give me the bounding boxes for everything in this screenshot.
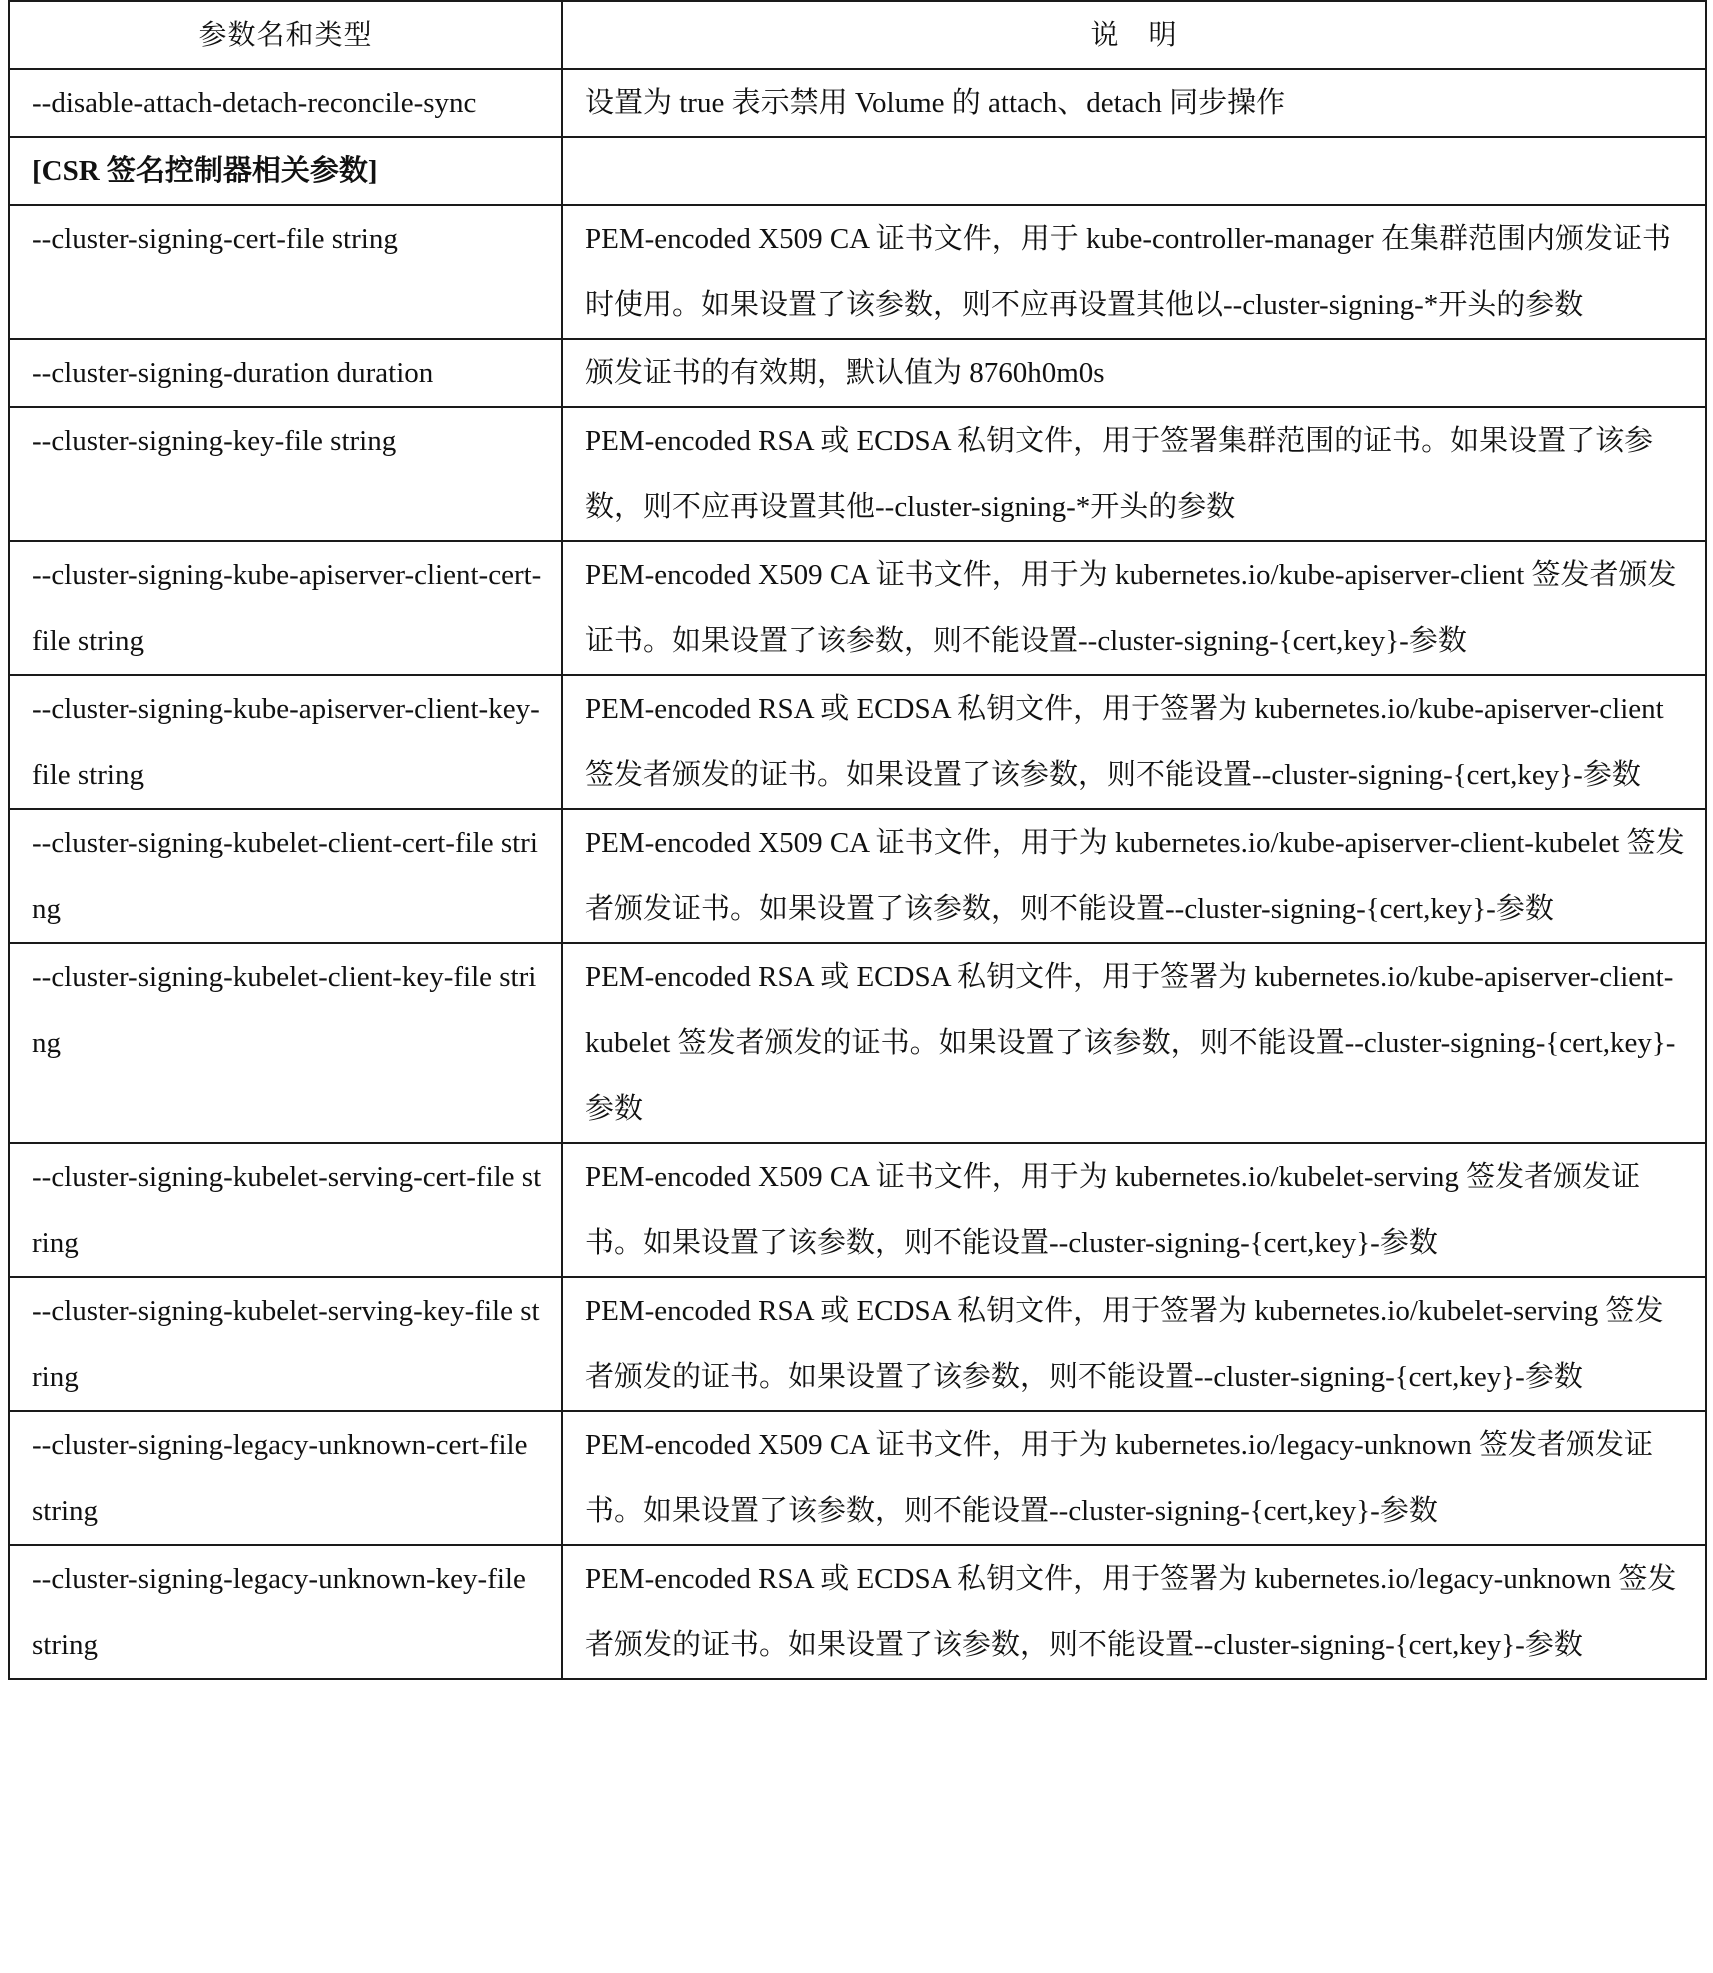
description-cell: PEM-encoded X509 CA 证书文件，用于 kube-controller-manager 在集群范围内颁发证书时使用。如果设置了该参数，则不应再设置其他以--cluster-signing-*开头的参数 [562,205,1706,339]
description-cell [562,137,1706,205]
param-cell: --cluster-signing-legacy-unknown-key-file string [9,1545,562,1679]
param-cell: --cluster-signing-kube-apiserver-client-key-file string [9,675,562,809]
table-row [9,809,1706,943]
description-cell: PEM-encoded X509 CA 证书文件，用于为 kubernetes.io/kubelet-serving 签发者颁发证书。如果设置了该参数，则不能设置--cluster-signing-{cert,key}-参数 [562,1143,1706,1277]
description-cell: PEM-encoded X509 CA 证书文件，用于为 kubernetes.io/legacy-unknown 签发者颁发证书。如果设置了该参数，则不能设置--cluster-signing-{cert,key}-参数 [562,1411,1706,1545]
param-cell: --cluster-signing-key-file string [9,407,562,541]
param-cell: --cluster-signing-cert-file string [9,205,562,339]
param-cell: --cluster-signing-duration duration [9,339,562,407]
section-title-cell: [CSR 签名控制器相关参数] [9,137,562,205]
description-cell: 颁发证书的有效期，默认值为 8760h0m0s [562,339,1706,407]
table-row [9,205,1706,339]
description-cell: PEM-encoded RSA 或 ECDSA 私钥文件，用于签署为 kubernetes.io/kube-apiserver-client-kubelet 签发者颁发的证书。如果设置了该参数，则不能设置--cluster-signing-{cert,key}-参数 [562,943,1706,1143]
table-row [9,943,1706,1143]
header-param-name-type: 参数名和类型 [9,1,562,69]
param-cell: --cluster-signing-kubelet-serving-key-file string [9,1277,562,1411]
table-row [9,1411,1706,1545]
table-header-row [9,1,1706,69]
description-cell: PEM-encoded X509 CA 证书文件，用于为 kubernetes.io/kube-apiserver-client-kubelet 签发者颁发证书。如果设置了该参数，则不能设置--cluster-signing-{cert,key}-参数 [562,809,1706,943]
description-cell: PEM-encoded RSA 或 ECDSA 私钥文件，用于签署为 kubernetes.io/kubelet-serving 签发者颁发的证书。如果设置了该参数，则不能设置--cluster-signing-{cert,key}-参数 [562,1277,1706,1411]
table-row [9,1143,1706,1277]
param-cell: --cluster-signing-kubelet-client-key-file string [9,943,562,1143]
table-row [9,1545,1706,1679]
table-row [9,541,1706,675]
header-description: 说 明 [562,1,1706,69]
param-cell: --cluster-signing-kubelet-client-cert-file string [9,809,562,943]
description-cell: PEM-encoded RSA 或 ECDSA 私钥文件，用于签署为 kubernetes.io/kube-apiserver-client 签发者颁发的证书。如果设置了该参数，则不能设置--cluster-signing-{cert,key}-参数 [562,675,1706,809]
param-cell: --cluster-signing-legacy-unknown-cert-file string [9,1411,562,1545]
table-row [9,69,1706,137]
parameter-table [8,0,1707,1680]
description-cell: PEM-encoded X509 CA 证书文件，用于为 kubernetes.io/kube-apiserver-client 签发者颁发证书。如果设置了该参数，则不能设置--cluster-signing-{cert,key}-参数 [562,541,1706,675]
description-cell: PEM-encoded RSA 或 ECDSA 私钥文件，用于签署集群范围的证书。如果设置了该参数，则不应再设置其他--cluster-signing-*开头的参数 [562,407,1706,541]
table-row [9,675,1706,809]
param-cell: --cluster-signing-kubelet-serving-cert-file string [9,1143,562,1277]
description-cell: 设置为 true 表示禁用 Volume 的 attach、detach 同步操作 [562,69,1706,137]
section-row [9,137,1706,205]
description-cell: PEM-encoded RSA 或 ECDSA 私钥文件，用于签署为 kubernetes.io/legacy-unknown 签发者颁发的证书。如果设置了该参数，则不能设置--cluster-signing-{cert,key}-参数 [562,1545,1706,1679]
param-cell: --cluster-signing-kube-apiserver-client-cert-file string [9,541,562,675]
table-row [9,1277,1706,1411]
param-cell: --disable-attach-detach-reconcile-sync [9,69,562,137]
table-row [9,339,1706,407]
table-row [9,407,1706,541]
